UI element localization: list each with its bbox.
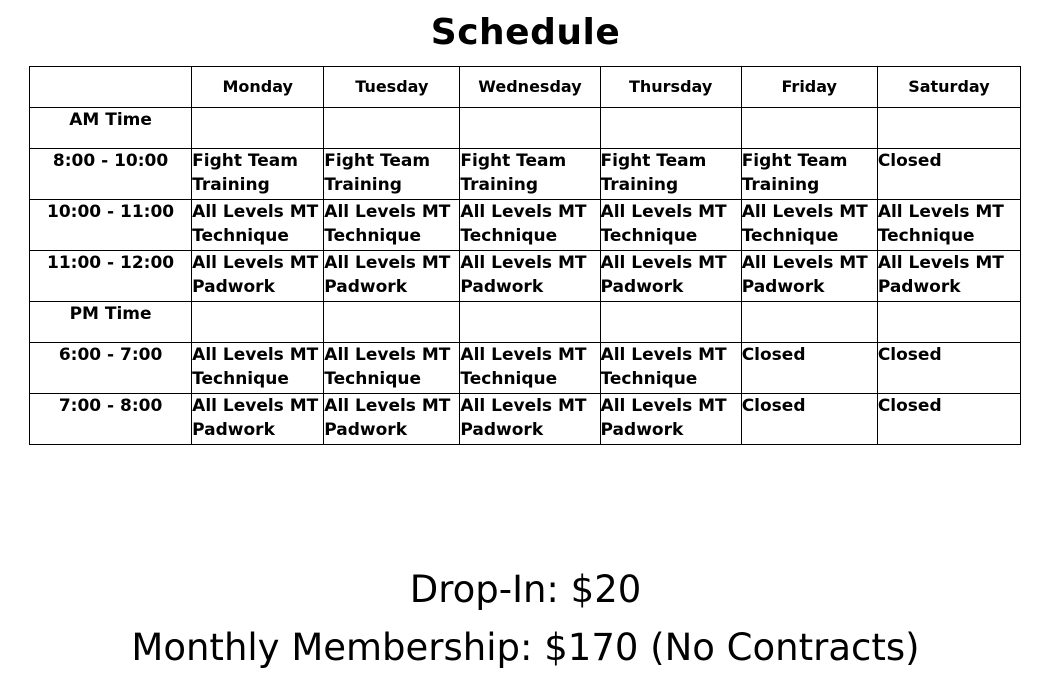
page-title: Schedule (430, 12, 621, 53)
class-cell: All Levels MT Technique (877, 200, 1020, 251)
header-saturday: Saturday (877, 67, 1020, 108)
header-tuesday: Tuesday (324, 67, 460, 108)
class-cell: All Levels MT Technique (600, 343, 741, 394)
class-cell: Fight Team Training (600, 149, 741, 200)
section-label: PM Time (30, 302, 192, 343)
section-empty-cell (600, 302, 741, 343)
class-cell: Closed (877, 343, 1020, 394)
class-cell: All Levels MT Padwork (741, 251, 877, 302)
class-cell: Closed (877, 149, 1020, 200)
class-cell: All Levels MT Technique (600, 200, 741, 251)
class-cell: All Levels MT Technique (741, 200, 877, 251)
time-slot: 6:00 - 7:00 (30, 343, 192, 394)
drop-in-price: Drop-In: $20 (409, 568, 642, 611)
time-slot: 11:00 - 12:00 (30, 251, 192, 302)
table-row (30, 343, 1021, 394)
table-row (30, 394, 1021, 445)
class-cell: All Levels MT Padwork (600, 251, 741, 302)
class-cell: All Levels MT Technique (324, 343, 460, 394)
class-cell: All Levels MT Padwork (460, 394, 600, 445)
section-empty-cell (741, 108, 877, 149)
class-cell: All Levels MT Padwork (600, 394, 741, 445)
table-row (30, 149, 1021, 200)
time-slot: 10:00 - 11:00 (30, 200, 192, 251)
class-cell: All Levels MT Technique (324, 200, 460, 251)
section-empty-cell (192, 108, 324, 149)
monthly-membership-price: Monthly Membership: $170 (No Contracts) (131, 626, 920, 669)
class-cell: All Levels MT Technique (192, 343, 324, 394)
class-cell: All Levels MT Technique (460, 200, 600, 251)
section-row-am (30, 108, 1021, 149)
schedule-table (29, 66, 1021, 445)
class-cell: All Levels MT Technique (192, 200, 324, 251)
header-friday: Friday (741, 67, 877, 108)
section-empty-cell (324, 108, 460, 149)
section-row-pm (30, 302, 1021, 343)
header-thursday: Thursday (600, 67, 741, 108)
class-cell: Fight Team Training (192, 149, 324, 200)
class-cell: All Levels MT Padwork (192, 394, 324, 445)
section-empty-cell (877, 108, 1020, 149)
section-empty-cell (741, 302, 877, 343)
section-empty-cell (192, 302, 324, 343)
class-cell: Closed (877, 394, 1020, 445)
header-row (30, 67, 1021, 108)
class-cell: Fight Team Training (324, 149, 460, 200)
class-cell: Closed (741, 394, 877, 445)
class-cell: Fight Team Training (460, 149, 600, 200)
section-empty-cell (877, 302, 1020, 343)
class-cell: All Levels MT Padwork (324, 394, 460, 445)
class-cell: All Levels MT Padwork (877, 251, 1020, 302)
section-empty-cell (324, 302, 460, 343)
class-cell: Closed (741, 343, 877, 394)
table-row (30, 251, 1021, 302)
class-cell: Fight Team Training (741, 149, 877, 200)
class-cell: All Levels MT Technique (460, 343, 600, 394)
time-slot: 8:00 - 10:00 (30, 149, 192, 200)
header-corner (30, 67, 192, 108)
header-wednesday: Wednesday (460, 67, 600, 108)
section-empty-cell (460, 108, 600, 149)
section-label: AM Time (30, 108, 192, 149)
table-row (30, 200, 1021, 251)
section-empty-cell (460, 302, 600, 343)
class-cell: All Levels MT Padwork (460, 251, 600, 302)
time-slot: 7:00 - 8:00 (30, 394, 192, 445)
section-empty-cell (600, 108, 741, 149)
class-cell: All Levels MT Padwork (324, 251, 460, 302)
class-cell: All Levels MT Padwork (192, 251, 324, 302)
header-monday: Monday (192, 67, 324, 108)
